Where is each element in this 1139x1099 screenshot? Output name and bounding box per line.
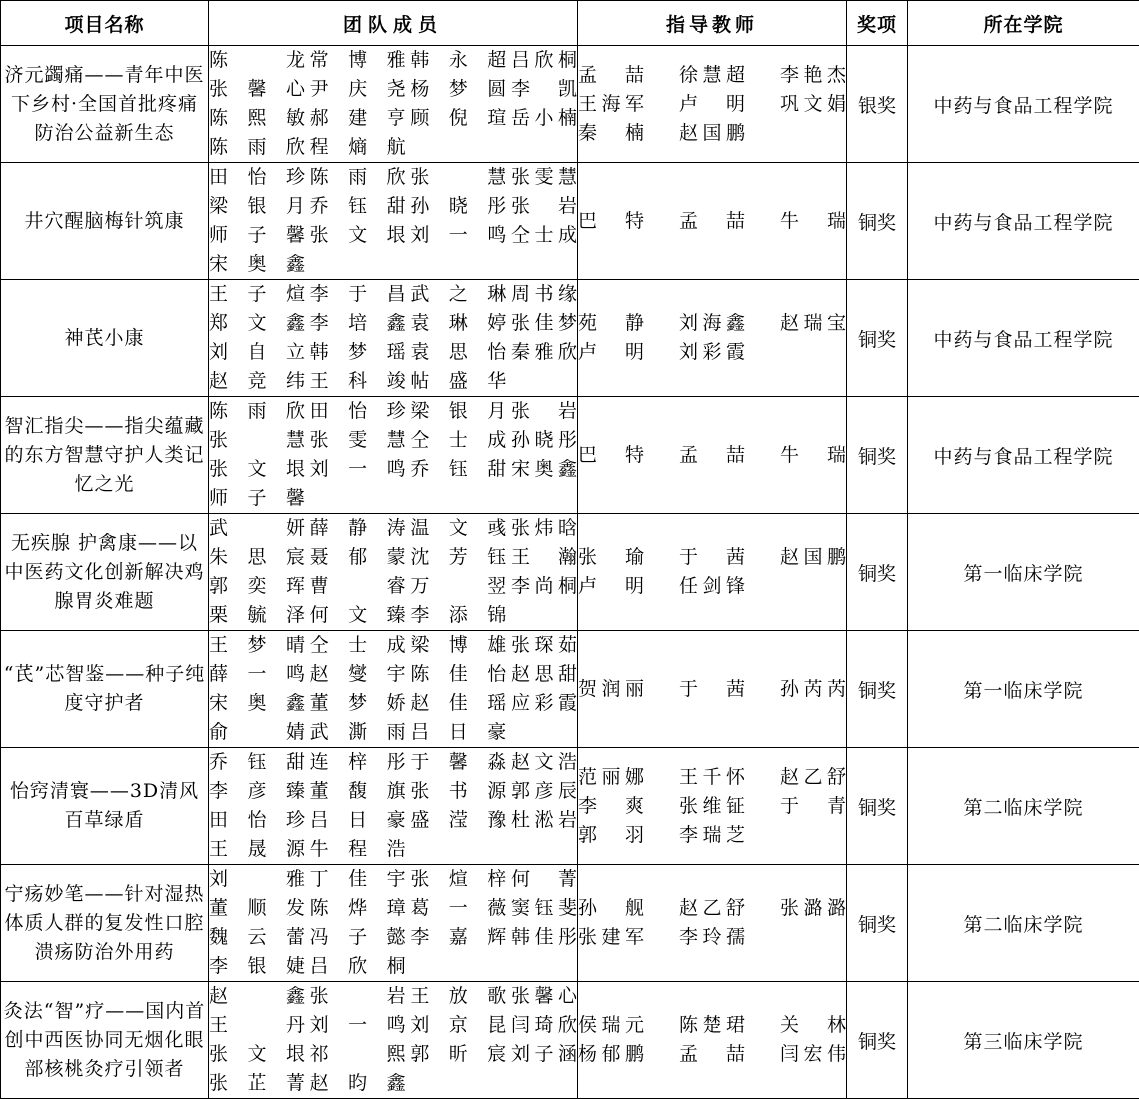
team-member: 仝士成 [410,426,506,455]
team-member: 周书缘 [511,280,577,309]
team-member: 刘京昆 [410,1011,506,1040]
team-member: 梁银月 [209,192,305,221]
table-row [1,46,1139,163]
team-member: 张芷菁 [209,1069,305,1098]
team-member: 陈佳怡 [410,660,506,689]
team-member: 岳小楠 [511,104,577,133]
advisor: 范丽娜 [578,763,644,792]
team-member: 冯子懿 [310,923,406,952]
team-member: 张炜晗 [511,514,577,543]
advisor: 张瑜 [578,543,644,572]
advisors-cell [578,163,847,280]
team-member: 赵昀鑫 [310,1069,406,1098]
project-name: 宁疡妙笔——针对湿热体质人群的复发性口腔溃疡防治外用药 [1,865,209,982]
header-project: 项目名称 [1,1,209,46]
team-member: 陈雨欣 [209,397,305,426]
college: 中药与食品工程学院 [908,397,1139,514]
project-name: “芪”芯智鉴——种子纯度守护者 [1,631,209,748]
team-member: 陈烨璋 [310,894,406,923]
team-members-cell [209,865,578,982]
college: 第一临床学院 [908,514,1139,631]
team-member: 薛静涛 [310,514,406,543]
team-member: 刘一鸣 [310,1011,406,1040]
team-member: 祁熙 [310,1040,406,1069]
table-row [1,280,1139,397]
team-member: 温文彧 [410,514,506,543]
advisor: 侯瑞元 [578,1011,644,1040]
team-member: 袁思怡 [410,338,506,367]
advisor: 张维钲 [679,792,745,821]
team-member: 王梦晴 [209,631,305,660]
team-member: 杨梦圆 [410,75,506,104]
team-members-cell [209,982,578,1099]
college: 第一临床学院 [908,631,1139,748]
advisors-cell [578,982,847,1099]
team-member: 李嘉辉 [410,923,506,952]
award: 铜奖 [847,163,908,280]
table-row [1,748,1139,865]
advisor: 牛瑞 [780,441,846,470]
team-member: 帖盛华 [410,367,506,396]
advisor: 孟喆 [679,1040,745,1069]
team-member: 董馥旗 [310,777,406,806]
team-member: 应彩霞 [511,689,577,718]
college: 第二临床学院 [908,865,1139,982]
team-member: 武妍 [209,514,305,543]
college: 第二临床学院 [908,748,1139,865]
advisors-cell [578,397,847,514]
advisor: 张建军 [578,923,644,952]
college: 中药与食品工程学院 [908,163,1139,280]
team-member: 韩佳彤 [511,923,577,952]
team-member: 张慧 [410,163,506,192]
advisors-cell [578,46,847,163]
team-member: 张岩 [511,192,577,221]
team-member: 顾倪瑄 [410,104,506,133]
team-member: 俞婧 [209,718,305,747]
advisor: 关林 [780,1011,846,1040]
advisor: 于茜 [679,543,745,572]
team-members-cell [209,46,578,163]
team-member: 韩永超 [410,46,506,75]
college: 中药与食品工程学院 [908,280,1139,397]
team-member: 万翌 [410,572,506,601]
team-member: 李彦臻 [209,777,305,806]
team-member: 刘自立 [209,338,305,367]
college: 中药与食品工程学院 [908,46,1139,163]
team-members-cell [209,397,578,514]
team-member: 张馨心 [209,75,305,104]
table-row [1,982,1139,1099]
advisor: 李爽 [578,792,644,821]
team-member: 刘雅 [209,865,305,894]
team-member: 李凯 [511,75,577,104]
team-member: 窦钰斐 [511,894,577,923]
header-college: 所在学院 [908,1,1139,46]
team-member: 尹庆尧 [310,75,406,104]
header-advisors: 指导教师 [578,1,847,46]
award: 铜奖 [847,982,908,1099]
advisor: 苑静 [578,309,644,338]
award: 铜奖 [847,631,908,748]
team-member: 刘子涵 [511,1040,577,1069]
advisor: 贺润丽 [578,675,644,704]
table-row [1,514,1139,631]
advisor: 巩文娟 [780,90,846,119]
team-member: 王放歌 [410,982,506,1011]
project-name: 智汇指尖——指尖蕴藏的东方智慧守护人类记忆之光 [1,397,209,514]
team-members-cell [209,631,578,748]
team-member: 魏云蕾 [209,923,305,952]
advisor: 李玲孺 [679,923,745,952]
team-member: 孙晓彤 [410,192,506,221]
table-row [1,865,1139,982]
team-member: 韩梦瑶 [310,338,406,367]
team-member: 何文臻 [310,601,406,630]
advisors-cell [578,865,847,982]
team-member: 吕日豪 [410,718,506,747]
team-member: 田怡珍 [209,163,305,192]
advisors-cell [578,514,847,631]
award: 铜奖 [847,397,908,514]
advisor: 张潞潞 [780,894,846,923]
advisor: 闫宏伟 [780,1040,846,1069]
header-row [1,1,1139,46]
team-member: 秦雅欣 [511,338,577,367]
team-member: 张文垠 [209,455,305,484]
team-member: 孙晓彤 [511,426,577,455]
team-members-cell [209,748,578,865]
team-member: 闫琦欣 [511,1011,577,1040]
team-member: 李尚桐 [511,572,577,601]
project-name: 灸法“智”疗——国内首创中西医协同无烟化眼部核桃灸疗引领者 [1,982,209,1099]
team-member: 赵佳瑶 [410,689,506,718]
team-member: 丁佳宇 [310,865,406,894]
team-member: 张琛茹 [511,631,577,660]
team-members-cell [209,514,578,631]
team-member: 李银婕 [209,952,305,981]
table-body [1,46,1139,1099]
team-member: 陈雨欣 [310,163,406,192]
team-member: 张岩 [511,397,577,426]
team-member: 乔钰甜 [410,455,506,484]
team-member: 张佳梦 [511,309,577,338]
team-member: 董顺发 [209,894,305,923]
team-member: 赵燮宇 [310,660,406,689]
team-member: 梁银月 [410,397,506,426]
team-member: 董梦娇 [310,689,406,718]
college: 第三临床学院 [908,982,1139,1099]
header-members: 团队成员 [209,1,578,46]
team-member: 仝士成 [310,631,406,660]
team-member: 陈雨欣 [209,133,305,162]
team-member: 乔钰甜 [209,748,305,777]
team-member: 张煊梓 [410,865,506,894]
team-member: 赵思甜 [511,660,577,689]
team-member: 张雯慧 [511,163,577,192]
advisor: 赵乙舒 [679,894,745,923]
advisor: 孟喆 [679,441,745,470]
team-member: 吕欣桐 [511,46,577,75]
team-member: 武之琳 [410,280,506,309]
team-member: 宋奥鑫 [209,250,305,279]
advisor: 巴特 [578,207,644,236]
advisor: 徐慧超 [679,61,745,90]
team-member: 薛一鸣 [209,660,305,689]
team-member: 张慧 [209,426,305,455]
project-name: 济元蠲痛——青年中医下乡村·全国首批疼痛防治公益新生态 [1,46,209,163]
award: 银奖 [847,46,908,163]
team-member: 王瀚 [511,543,577,572]
advisor: 孙芮芮 [780,675,846,704]
team-member: 盛滢豫 [410,806,506,835]
team-member: 王子煊 [209,280,305,309]
advisor: 孟喆 [578,61,644,90]
team-member: 程熵航 [310,133,406,162]
advisor: 赵乙舒 [780,763,846,792]
team-member: 何菁 [511,865,577,894]
team-member: 牛程浩 [310,835,406,864]
team-member: 连梓彤 [310,748,406,777]
header-award: 奖项 [847,1,908,46]
advisors-cell [578,631,847,748]
advisor: 孟喆 [679,207,745,236]
advisor: 赵国鹏 [679,119,745,148]
team-member: 郑文鑫 [209,309,305,338]
team-member: 郭昕宸 [410,1040,506,1069]
team-member: 赵文浩 [511,748,577,777]
team-member: 刘一鸣 [310,455,406,484]
team-member: 吕日豪 [310,806,406,835]
team-member: 王丹 [209,1011,305,1040]
team-member: 宋奥鑫 [511,455,577,484]
advisor: 秦楠 [578,119,644,148]
team-member: 郭彦辰 [511,777,577,806]
team-member: 李添锦 [410,601,506,630]
team-member: 张文垠 [310,221,406,250]
team-member: 李培鑫 [310,309,406,338]
team-member: 于馨淼 [410,748,506,777]
table-row [1,631,1139,748]
advisor: 赵国鹏 [780,543,846,572]
advisor: 巴特 [578,441,644,470]
advisor: 陈楚珺 [679,1011,745,1040]
advisor: 任剑锋 [679,572,745,601]
advisor: 牛瑞 [780,207,846,236]
project-name: 井穴醒脑梅针筑康 [1,163,209,280]
team-member: 武澌雨 [310,718,406,747]
team-member: 陈龙 [209,46,305,75]
advisor: 于茜 [679,675,745,704]
advisors-cell [578,280,847,397]
advisor: 李瑞芝 [679,821,745,850]
team-member: 袁琳婷 [410,309,506,338]
team-member: 张雯慧 [310,426,406,455]
award: 铜奖 [847,514,908,631]
project-name: 神芪小康 [1,280,209,397]
advisor: 刘海鑫 [679,309,745,338]
award: 铜奖 [847,748,908,865]
team-member: 王科竣 [310,367,406,396]
team-members-cell [209,163,578,280]
team-member: 聂郁蒙 [310,543,406,572]
advisors-cell [578,748,847,865]
advisor: 刘彩霞 [679,338,745,367]
team-member: 张书源 [410,777,506,806]
team-member: 赵竞纬 [209,367,305,396]
advisor: 卢明 [578,572,644,601]
advisor: 李艳杰 [780,61,846,90]
advisor: 于青 [780,792,846,821]
team-member: 栗毓泽 [209,601,305,630]
advisor: 赵瑞宝 [780,309,846,338]
team-member: 曹睿 [310,572,406,601]
team-member: 宋奥鑫 [209,689,305,718]
team-member: 仝士成 [511,221,577,250]
advisor: 王千怀 [679,763,745,792]
team-member: 乔钰甜 [310,192,406,221]
team-member: 陈熙敏 [209,104,305,133]
team-member: 沈芳钰 [410,543,506,572]
table-row [1,163,1139,280]
team-member: 葛一薇 [410,894,506,923]
team-member: 赵鑫 [209,982,305,1011]
advisor: 孙舰 [578,894,644,923]
team-member: 杜淞岩 [511,806,577,835]
team-member: 师子馨 [209,221,305,250]
advisor: 卢明 [578,338,644,367]
team-member: 李于昌 [310,280,406,309]
team-member: 梁博雄 [410,631,506,660]
team-member: 刘一鸣 [410,221,506,250]
team-member: 常博雅 [310,46,406,75]
table-row [1,397,1139,514]
team-member: 张文垠 [209,1040,305,1069]
team-member: 吕欣桐 [310,952,406,981]
advisor: 卢明 [679,90,745,119]
team-member: 郭奕珲 [209,572,305,601]
advisor: 王海军 [578,90,644,119]
award: 铜奖 [847,280,908,397]
advisor: 杨郁鹏 [578,1040,644,1069]
project-name: 无疾腺 护禽康——以中医药文化创新解决鸡腺胃炎难题 [1,514,209,631]
team-member: 师子馨 [209,484,305,513]
award: 铜奖 [847,865,908,982]
team-member: 田怡珍 [209,806,305,835]
team-member: 田怡珍 [310,397,406,426]
team-member: 朱思宸 [209,543,305,572]
project-name: 怡窍清寰——3D清风百草绿盾 [1,748,209,865]
team-member: 王晟源 [209,835,305,864]
team-member: 张馨心 [511,982,577,1011]
team-member: 张岩 [310,982,406,1011]
team-members-cell [209,280,578,397]
team-member: 郝建亨 [310,104,406,133]
advisor: 郭羽 [578,821,644,850]
